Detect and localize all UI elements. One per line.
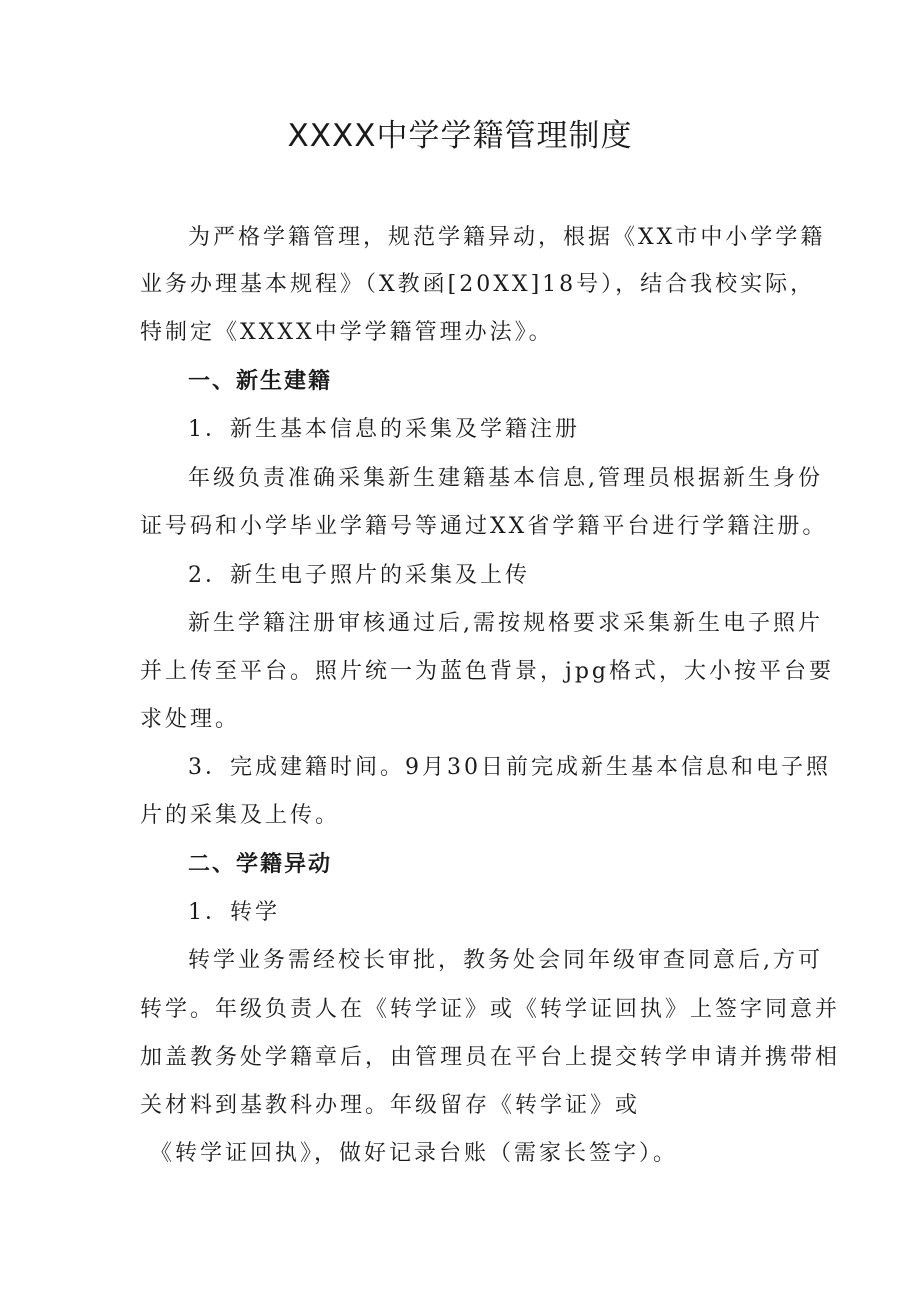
section-2-item-1-line-2: 转学。年级负责人在《转学证》或《转学证回执》上签字同意并: [140, 997, 841, 1022]
section-1-item-1-title: 1．新生基本信息的采集及学籍注册: [188, 417, 580, 442]
section-1-item-2-line-1: 新生学籍注册审核通过后,需按规格要求采集新生电子照片: [188, 611, 823, 636]
section-2-item-1-line-3: 加盖教务处学籍章后，由管理员在平台上提交转学申请并携带相: [140, 1045, 841, 1070]
section-1-item-2-title: 2．新生电子照片的采集及上传: [188, 563, 530, 588]
section-2-item-1-line-4: 关材料到基教科办理。年级留存《转学证》或: [140, 1093, 641, 1118]
section-2-item-1-line-5: 《转学证回执》，做好记录台账（需家长签字）。: [150, 1141, 679, 1166]
intro-line-1: 为严格学籍管理，规范学籍异动，根据《XX市中小学学籍: [188, 225, 826, 250]
section-2-item-1-title: 1．转学: [188, 900, 280, 925]
section-1-item-3-line-1: 3．完成建籍时间。9月30日前完成新生基本信息和电子照: [188, 755, 831, 780]
section-1-item-3-line-2: 片的采集及上传。: [140, 803, 341, 828]
section-1-item-1-line-1: 年级负责准确采集新生建籍基本信息,管理员根据新生身份: [188, 466, 823, 491]
document-title: XXXX中学学籍管理制度: [287, 118, 633, 154]
section-1-item-1-line-2: 证号码和小学毕业学籍号等通过XX省学籍平台进行学籍注册。: [140, 514, 828, 539]
section-2-item-1-line-1: 转学业务需经校长审批，教务处会同年级审查同意后,方可: [188, 948, 823, 973]
section-1-heading: 一、新生建籍: [188, 369, 333, 394]
section-1-item-2-line-2: 并上传至平台。照片统一为蓝色背景，jpg格式，大小按平台要: [140, 659, 834, 684]
intro-line-3: 特制定《XXXX中学学籍管理办法》。: [140, 320, 554, 345]
section-2-heading: 二、学籍异动: [188, 852, 333, 877]
section-1-item-2-line-3: 求处理。: [140, 707, 241, 732]
intro-line-2: 业务办理基本规程》（X教函[20XX]18号），结合我校实际，: [140, 272, 816, 297]
